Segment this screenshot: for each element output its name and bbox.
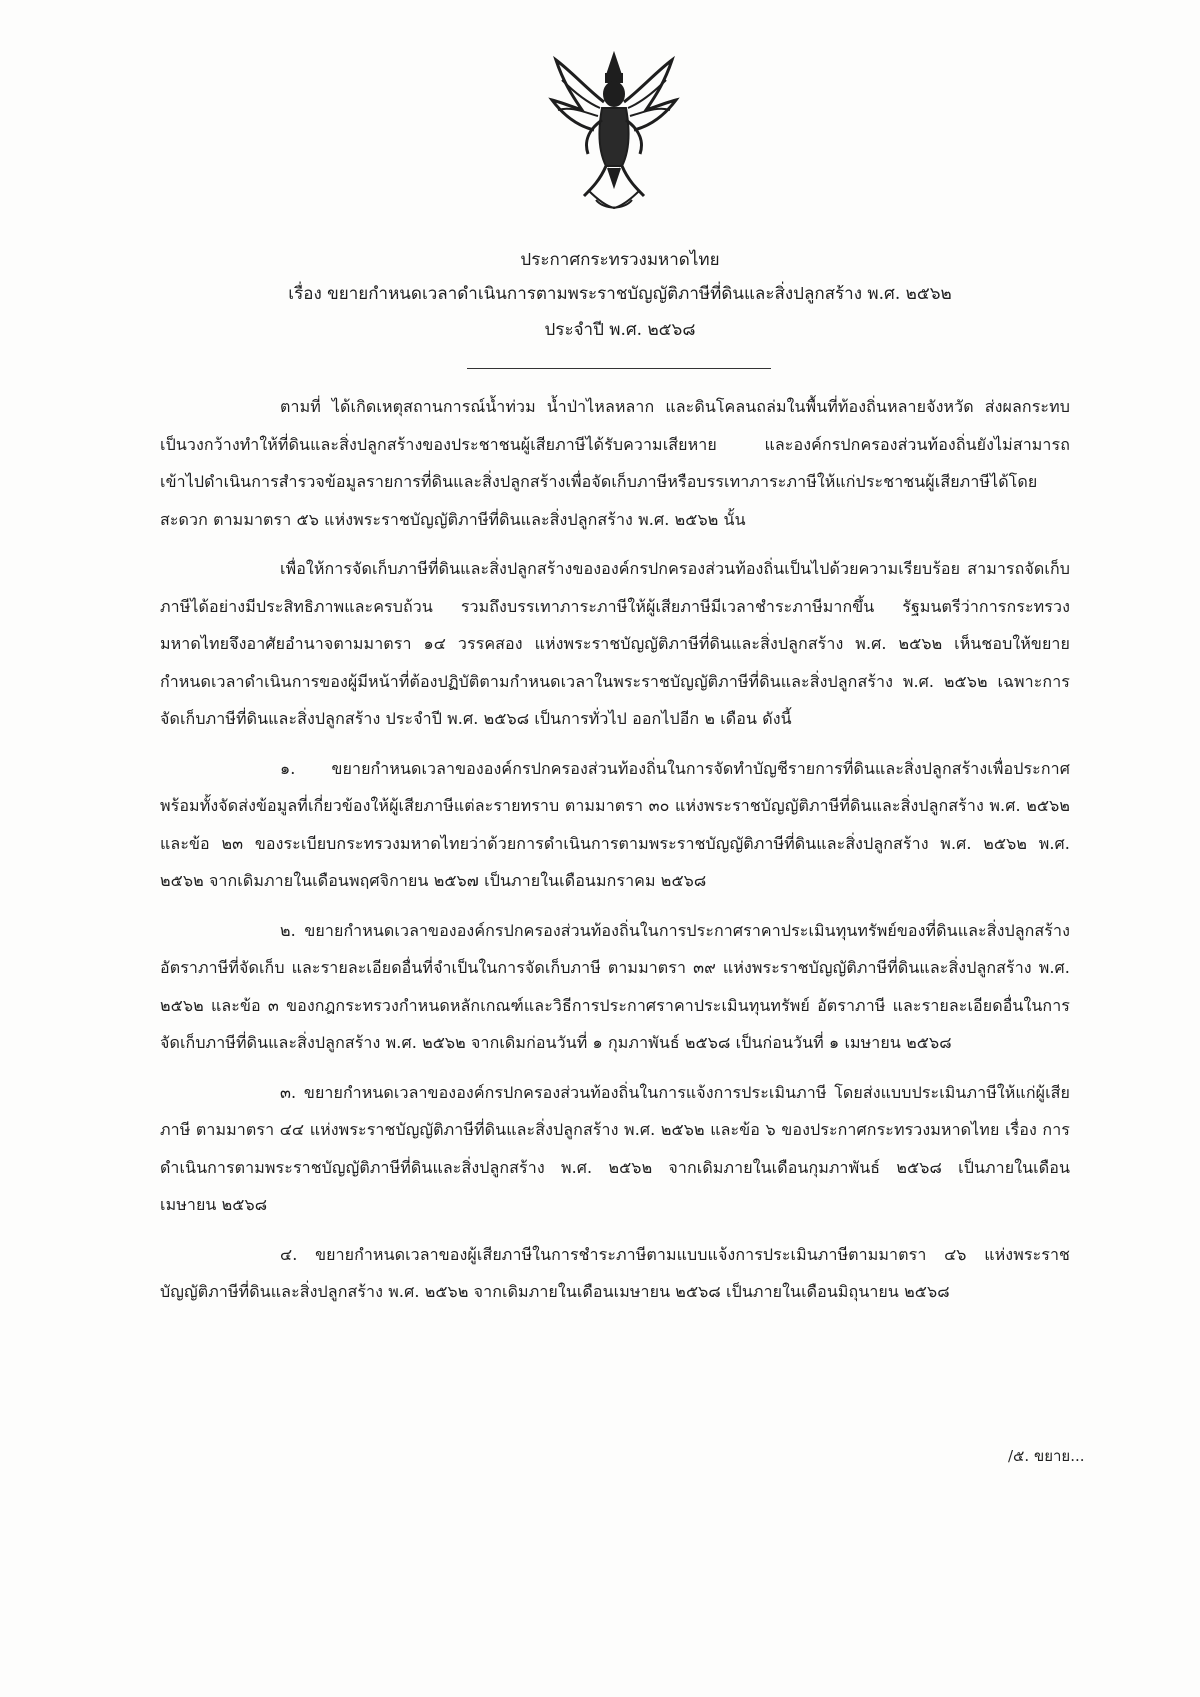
paragraph-item-4: ๔. ขยายกำหนดเวลาของผู้เสียภาษีในการชำระภาษีตามแบบแจ้งการประเมินภาษีตามมาตรา ๔๖ แห่งพระราชบัญญัติภาษีที่ดินและสิ่งปลูกสร้าง พ.ศ. ๒๕๖๒ จากเดิมภายในเดือนเมษายน ๒๕๖๘ เป็นภายในเดือนมิถุนายน ๒๕๖๘	[160, 1244, 1070, 1301]
header-divider	[467, 368, 771, 369]
paragraph-background: ตามที่ ได้เกิดเหตุสถานการณ์น้ำท่วม น้ำป่าไหลหลาก และดินโคลนถล่มในพื้นที่ท้องถิ่นหลายจังหวัด ส่งผลกระทบเป็นวงกว้างทำให้ที่ดินและสิ่งปลูกสร้างของประชาชนผู้เสียภาษีได้รับความเสียหาย และองค์กรปกครองส่วนท้องถิ่นยังไม่สามารถเข้าไปดำเนินการสำรวจข้อมูลรายการที่ดินและสิ่งปลูกสร้างเพื่อจัดเก็บภาษีหรือบรรเทาภาระภาษีให้แก่ประชาชนผู้เสียภาษีได้โดยสะดวก ตามมาตรา ๕๖ แห่งพระราชบัญญัติภาษีที่ดินและสิ่งปลูกสร้าง พ.ศ. ๒๕๖๒ นั้น	[160, 397, 1070, 529]
paragraph-item-3: ๓. ขยายกำหนดเวลาขององค์กรปกครองส่วนท้องถิ่นในการแจ้งการประเมินภาษี โดยส่งแบบประเมินภาษีให้แก่ผู้เสียภาษี ตามมาตรา ๔๔ แห่งพระราชบัญญัติภาษีที่ดินและสิ่งปลูกสร้าง พ.ศ. ๒๕๖๒ และข้อ ๖ ของประกาศกระทรวงมหาดไทย เรื่อง การดำเนินการตามพระราชบัญญัติภาษีที่ดินและสิ่งปลูกสร้าง พ.ศ. ๒๕๖๒ จากเดิมภายในเดือนกุมภาพันธ์ ๒๕๖๘ เป็นภายในเดือนเมษายน ๒๕๖๘	[160, 1082, 1070, 1214]
continuation-note: /๕. ขยาย...	[1008, 1447, 1085, 1465]
document-body	[160, 388, 1070, 1323]
document-title: ประกาศกระทรวงมหาดไทย	[520, 250, 720, 270]
document-year: ประจำปี พ.ศ. ๒๕๖๘	[544, 320, 696, 340]
garuda-emblem-icon	[548, 50, 680, 215]
paragraph-item-2: ๒. ขยายกำหนดเวลาขององค์กรปกครองส่วนท้องถิ่นในการประกาศราคาประเมินทุนทรัพย์ของที่ดินและสิ่งปลูกสร้าง อัตราภาษีที่จัดเก็บ และรายละเอียดอื่นที่จำเป็นในการจัดเก็บภาษี ตามมาตรา ๓๙ แห่งพระราชบัญญัติภาษีที่ดินและสิ่งปลูกสร้าง พ.ศ. ๒๕๖๒ และข้อ ๓ ของกฎกระทรวงกำหนดหลักเกณฑ์และวิธีการประกาศราคาประเมินทุนทรัพย์ อัตราภาษี และรายละเอียดอื่นในการจัดเก็บภาษีที่ดินและสิ่งปลูกสร้าง พ.ศ. ๒๕๖๒ จากเดิมก่อนวันที่ ๑ กุมภาพันธ์ ๒๕๖๘ เป็นก่อนวันที่ ๑ เมษายน ๒๕๖๘	[160, 920, 1070, 1052]
paragraph-purpose: เพื่อให้การจัดเก็บภาษีที่ดินและสิ่งปลูกสร้างขององค์กรปกครองส่วนท้องถิ่นเป็นไปด้วยความเรียบร้อย สามารถจัดเก็บภาษีได้อย่างมีประสิทธิภาพและครบถ้วน รวมถึงบรรเทาภาระภาษีให้ผู้เสียภาษีมีเวลาชำระภาษีมากขึ้น รัฐมนตรีว่าการกระทรวงมหาดไทยจึงอาศัยอำนาจตามมาตรา ๑๔ วรรคสอง แห่งพระราชบัญญัติภาษีที่ดินและสิ่งปลูกสร้าง พ.ศ. ๒๕๖๒ เห็นชอบให้ขยายกำหนดเวลาดำเนินการของผู้มีหน้าที่ต้องปฏิบัติตามกำหนดเวลาในพระราชบัญญัติภาษีที่ดินและสิ่งปลูกสร้าง พ.ศ. ๒๕๖๒ เฉพาะการจัดเก็บภาษีที่ดินและสิ่งปลูกสร้าง ประจำปี พ.ศ. ๒๕๖๘ เป็นการทั่วไป ออกไปอีก ๒ เดือน ดังนี้	[160, 559, 1070, 728]
paragraph-item-1: ๑. ขยายกำหนดเวลาขององค์กรปกครองส่วนท้องถิ่นในการจัดทำบัญชีรายการที่ดินและสิ่งปลูกสร้างเพื่อประกาศ พร้อมทั้งจัดส่งข้อมูลที่เกี่ยวข้องให้ผู้เสียภาษีแต่ละรายทราบ ตามมาตรา ๓๐ แห่งพระราชบัญญัติภาษีที่ดินและสิ่งปลูกสร้าง พ.ศ. ๒๕๖๒ และข้อ ๒๓ ของระเบียบกระทรวงมหาดไทยว่าด้วยการดำเนินการตามพระราชบัญญัติภาษีที่ดินและสิ่งปลูกสร้าง พ.ศ. ๒๕๖๒ พ.ศ. ๒๕๖๒ จากเดิมภายในเดือนพฤศจิกายน ๒๕๖๗ เป็นภายในเดือนมกราคม ๒๕๖๘	[160, 758, 1070, 890]
document-subject: เรื่อง ขยายกำหนดเวลาดำเนินการตามพระราชบัญญัติภาษีที่ดินและสิ่งปลูกสร้าง พ.ศ. ๒๕๖๒	[288, 284, 952, 304]
